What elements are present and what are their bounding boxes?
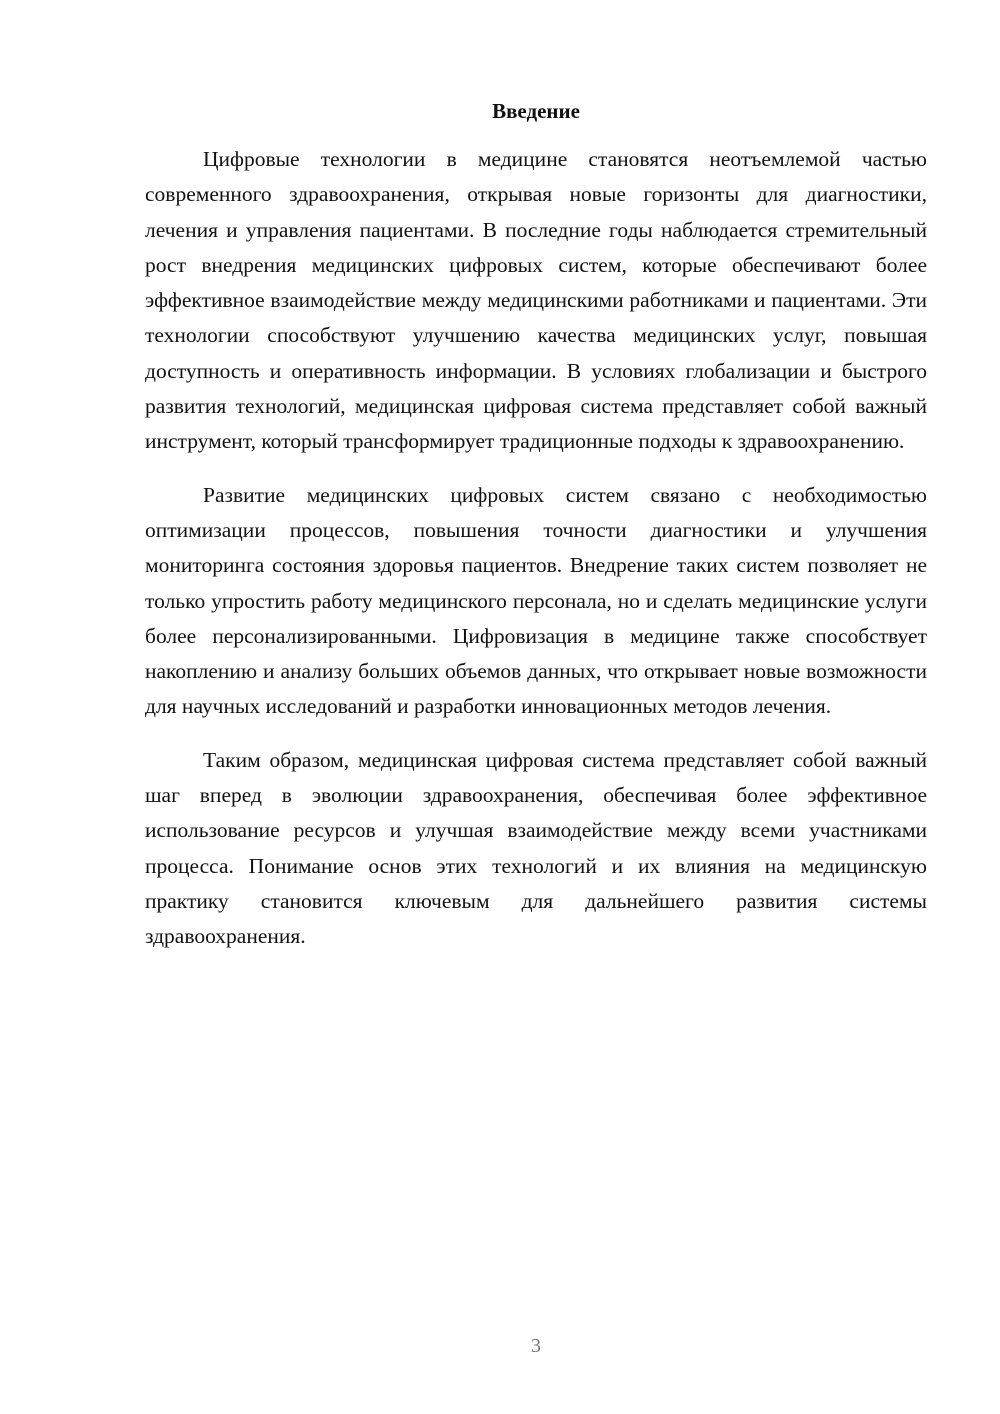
page-number: 3 — [531, 1335, 541, 1357]
paragraph-1: Цифровые технологии в медицине становятся неотъемлемой частью современного здравоохранения, открывая новые горизонты для диагностики, лечения и управления пациентами. В последние годы наблюдается стремительный рост внедрения медицинских цифровых систем, которые обеспечивают более эффективное взаимодействие между медицинскими работниками и пациентами. Эти технологии способствуют улучшению качества медицинских услуг, повышая доступность и оперативность информации. В условиях глобализации и быстрого развития технологий, медицинская цифровая система представляет собой важный инструмент, который трансформирует традиционные подходы к здравоохранению. — [145, 147, 927, 454]
body-text — [145, 142, 927, 973]
section-heading: Введение — [492, 99, 580, 123]
paragraph-2: Развитие медицинских цифровых систем связано с необходимостью оптимизации процессов, повышения точности диагностики и улучшения мониторинга состояния здоровья пациентов. Внедрение таких систем позволяет не только упростить работу медицинского персонала, но и сделать медицинские услуги более персонализированными. Цифровизация в медицине также способствует накоплению и анализу больших объемов данных, что открывает новые возможности для научных исследований и разработки инновационных методов лечения. — [145, 482, 927, 719]
paragraph-3: Таким образом, медицинская цифровая система представляет собой важный шаг вперед в эволюции здравоохранения, обеспечивая более эффективное использование ресурсов и улучшая взаимодействие между всеми участниками процесса. Понимание основ этих технологий и их влияния на медицинскую практику становится ключевым для дальнейшего развития системы здравоохранения. — [145, 747, 927, 949]
